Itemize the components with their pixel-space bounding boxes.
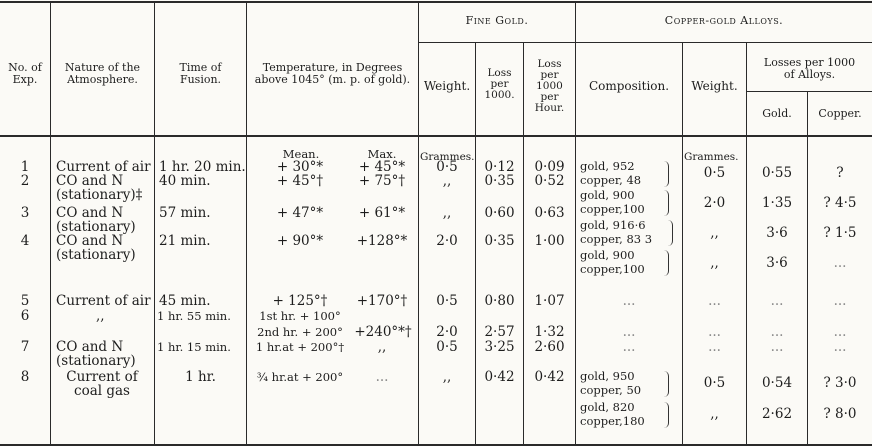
fg-loss-1000: 0·80 [484, 293, 515, 309]
header-losses: Losses per 1000 of Alloys. [763, 56, 856, 81]
rule-losses [746, 91, 872, 92]
loss-gold: ... [770, 339, 784, 355]
temp-mean: 2nd hr. + 200° [257, 325, 343, 339]
alloy-loss-copper: ? 1·5 [823, 225, 857, 241]
fg-loss-hour: 0·63 [534, 205, 565, 221]
header-exp-no: No. of Exp. [8, 61, 42, 86]
fg-weight: 0·5 [436, 159, 458, 175]
alloy-weight: 0·5 [703, 165, 726, 181]
atmosphere: Current of air [56, 159, 151, 175]
alloy-loss-copper: ? 8·0 [823, 406, 857, 422]
alloy-composition-copper: copper, 48 [580, 173, 642, 187]
temp-max: ,, [377, 339, 387, 355]
time-of-fusion: 1 hr. 15 min. [157, 340, 231, 354]
alloy-loss-gold: 3·6 [766, 225, 788, 241]
header-fg-weight: Weight. [423, 79, 471, 93]
alloy-loss-copper: ? 3·0 [823, 375, 857, 391]
atmosphere: Current of coal gas [66, 369, 138, 399]
time-of-fusion: 57 min. [159, 205, 211, 221]
fg-weight: 0·5 [436, 293, 458, 309]
alloy-loss-gold: 2·62 [761, 406, 793, 422]
exp-number: 4 [20, 233, 30, 249]
header-temperature: Temperature, in Degrees above 1045° (m. p. of gold). [254, 61, 411, 86]
fg-weight: ,, [442, 205, 452, 221]
alloy-composition-gold: gold, 900 [580, 248, 635, 262]
alloy-brace [664, 250, 669, 276]
temp-max: + 75°† [358, 173, 406, 189]
fg-loss-hour: 2·60 [534, 339, 565, 355]
fg-loss-hour: 1·07 [534, 293, 565, 309]
exp-number: 7 [20, 339, 30, 355]
exp-number: 6 [20, 308, 30, 324]
fg-loss-hour: 0·52 [534, 173, 565, 189]
time-of-fusion: 45 min. [159, 293, 211, 309]
alloy-weight: 0·5 [703, 375, 726, 391]
temp-max-label: Max. [367, 147, 397, 161]
fg-loss-1000: 2·57 [484, 324, 515, 340]
composition: ... [622, 293, 636, 309]
loss-copper: ... [833, 293, 847, 309]
fg-loss-1000: 0·12 [484, 159, 515, 175]
alloy-weight: 2·0 [703, 195, 726, 211]
header-fg-loss-hour: Loss per 1000 per Hour. [534, 58, 565, 114]
rule-header-bottom [0, 135, 872, 137]
alloy-weight: ,, [710, 255, 719, 271]
alloy-brace [664, 371, 669, 397]
temp-max: +128°* [356, 233, 408, 249]
exp-number: 5 [20, 293, 30, 309]
atmosphere: Current of air [56, 293, 151, 309]
alloy-composition-gold: gold, 900 [580, 188, 635, 202]
cg-weight: ... [708, 324, 721, 340]
header-cg-weight: Weight. [691, 79, 738, 93]
alloy-composition-copper: copper,180 [580, 414, 645, 428]
col-rule [575, 1, 576, 444]
fg-loss-hour: 1·32 [534, 324, 565, 340]
fg-loss-hour: 0·09 [534, 159, 565, 175]
alloy-weight: ,, [710, 406, 719, 422]
header-fine-gold: Fine Gold. [465, 14, 529, 27]
alloy-brace [664, 190, 669, 216]
atmosphere: CO and N (stationary) [56, 205, 136, 235]
cg-unit-label: Grammes. [684, 151, 739, 163]
temp-max: +240°*† [354, 324, 412, 340]
header-composition: Composition. [588, 79, 670, 93]
exp-number: 1 [20, 159, 30, 175]
exp-number: 8 [20, 369, 30, 385]
fg-weight: 2·0 [436, 324, 458, 340]
header-loss-gold: Gold. [762, 107, 792, 120]
fg-loss-hour: 0·42 [534, 369, 565, 385]
fg-loss-1000: 0·35 [484, 173, 515, 189]
fg-loss-1000: 0·42 [484, 369, 515, 385]
fg-loss-1000: 3·25 [484, 339, 515, 355]
loss-copper: ... [833, 339, 847, 355]
alloy-composition-gold: gold, 916·6 [580, 218, 646, 232]
fg-loss-1000: 0·35 [484, 233, 515, 249]
loss-gold: ... [770, 293, 784, 309]
composition: ... [622, 339, 636, 355]
alloy-composition-copper: copper,100 [580, 202, 645, 216]
rule-top [0, 1, 872, 3]
exp-number: 2 [20, 173, 30, 189]
temp-mean: + 45°† [276, 173, 324, 189]
temp-max: +170°† [356, 293, 408, 309]
rule-bottom [0, 444, 872, 446]
fg-weight: 0·5 [436, 339, 458, 355]
time-of-fusion: 1 hr. 55 min. [157, 309, 231, 323]
temp-max: ... [375, 369, 389, 385]
header-atmosphere: Nature of the Atmosphere. [64, 61, 141, 86]
cg-weight: ... [708, 339, 721, 355]
rule-subhead [418, 42, 872, 43]
alloy-composition-copper: copper, 50 [580, 383, 642, 397]
alloy-loss-copper: ... [833, 255, 847, 271]
atmosphere: ,, [96, 308, 105, 324]
temp-mean: + 125°† [272, 293, 328, 309]
temp-mean-label: Mean. [282, 147, 320, 161]
alloy-loss-gold: 1·35 [761, 195, 793, 211]
temp-mean: 1 hr.at + 200°† [255, 340, 345, 354]
exp-number: 3 [20, 205, 30, 221]
time-of-fusion: 21 min. [159, 233, 211, 249]
alloy-loss-copper: ? 4·5 [823, 195, 857, 211]
alloy-loss-copper: ? [836, 165, 844, 181]
alloy-brace [664, 402, 669, 428]
cg-weight: ... [708, 293, 721, 309]
alloy-loss-gold: 0·55 [761, 165, 793, 181]
alloy-loss-gold: 3·6 [766, 255, 788, 271]
alloy-loss-gold: 0·54 [761, 375, 793, 391]
composition: ... [622, 324, 636, 340]
header-loss-copper: Copper. [818, 107, 862, 120]
temp-max: + 45°* [358, 159, 406, 175]
alloy-composition-copper: copper,100 [580, 262, 645, 276]
fg-unit-label: Grammes. [420, 151, 475, 163]
temp-mean: 1st hr. + 100° [259, 309, 341, 323]
time-of-fusion: 1 hr. [185, 369, 216, 385]
loss-copper: ... [833, 324, 847, 340]
header-time: Time of Fusion. [179, 61, 222, 86]
alloy-brace [664, 161, 669, 187]
alloy-composition-gold: gold, 820 [580, 400, 635, 414]
time-of-fusion: 40 min. [159, 173, 211, 189]
temp-mean: ¾ hr.at + 200° [256, 370, 344, 384]
alloy-brace [668, 220, 673, 246]
loss-gold: ... [770, 324, 784, 340]
alloy-composition-gold: gold, 952 [580, 159, 635, 173]
alloy-weight: ,, [710, 225, 719, 241]
temp-mean: + 47°* [276, 205, 324, 221]
atmosphere: CO and N (stationary)‡ [56, 173, 143, 203]
time-of-fusion: 1 hr. 20 min. [159, 159, 246, 175]
temp-mean: + 30°* [276, 159, 324, 175]
fg-weight: ,, [442, 173, 452, 189]
header-copper-gold: Copper-gold Alloys. [664, 14, 784, 27]
fg-loss-1000: 0·60 [484, 205, 515, 221]
temp-mean: + 90°* [276, 233, 324, 249]
alloy-composition-copper: copper, 83 3 [580, 232, 653, 246]
fg-weight: 2·0 [436, 233, 458, 249]
header-fg-loss-1000: Loss per 1000. [484, 67, 515, 101]
fg-weight: ,, [442, 369, 452, 385]
atmosphere: CO and N (stationary) [56, 339, 136, 369]
atmosphere: CO and N (stationary) [56, 233, 136, 263]
temp-max: + 61°* [358, 205, 406, 221]
fg-loss-hour: 1·00 [534, 233, 565, 249]
alloy-composition-gold: gold, 950 [580, 369, 635, 383]
